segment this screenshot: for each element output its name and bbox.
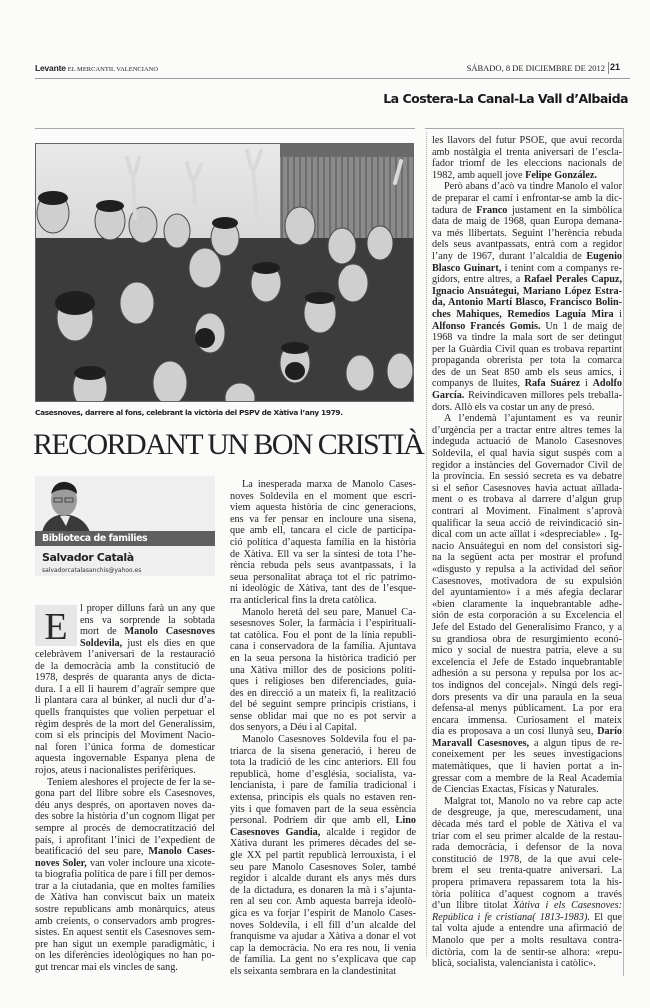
text-line: Soldevila, just els dies en que [80, 637, 215, 649]
group-photo [35, 143, 414, 402]
text-line: ens va sorprende la sobtada [80, 614, 215, 626]
text-line: dical com un acte aïllat i «despreciable» . Ig- [432, 529, 622, 541]
logo-subtitle: EL MERCANTIL VALENCIANO [67, 66, 159, 73]
text-line: Jefe del Estado del Generalísimo Franco, y a [432, 621, 622, 633]
text-line: mico y social de nuestra patria, eleve a su [432, 645, 622, 657]
newspaper-logo [35, 63, 158, 73]
text-line: rojos, ateus i nacionalistes perifèriques. [35, 764, 196, 776]
text-line: seu pare Manolo Casesnoves Soler, també [230, 861, 416, 873]
text-line: cana i conservadora de la família. Ajuntava [230, 641, 416, 653]
text-line: on les diferències ideològiques no han po- [35, 950, 215, 962]
text-line: trar a la ciutadania, que en moltes famílies [35, 880, 215, 892]
text-line: des de un Seat 850 amb els seus amics, i [432, 366, 622, 378]
text-line: dors. Allò els va costar un any de presó. [432, 401, 595, 413]
text-line: sesesnoves Soler, la farmàcia i l’espirituali- [230, 618, 416, 630]
author-portrait [40, 478, 92, 532]
text-line: Casesnoves, motivadora de su expulsión [432, 575, 622, 587]
text-line: na la següent acta per mostrar el profund [432, 552, 622, 564]
text-line: blicà, socialista, valencianista i catòlic». [432, 958, 596, 970]
right-column-border [623, 128, 624, 976]
text-line: tal volta ajude a entendre una afirmació de [432, 923, 622, 935]
text-line: 1982, amb aquell jove Felipe González. [432, 169, 597, 181]
text-line: d’urgència per a tractar entre altres temes la [432, 424, 622, 436]
text-line: viem aquesta història de cinc generacions, [230, 502, 416, 514]
text-line: dictòria, com la de sentir-se alhora: «repu- [432, 946, 622, 958]
text-line: l’any de 1967, durant l’alcaldia de Eugenio [432, 250, 622, 262]
text-line: règim després de la mort del Generalíssim, [35, 718, 215, 730]
text-line: dels seus avantpassats, entrà com a regidor [432, 239, 622, 251]
text-line: cap la democràcia. No era res nou, li venia [230, 942, 416, 954]
column-name: Biblioteca de families [42, 533, 148, 544]
text-line: brem el seu trenta-quatre aniversari. La [432, 865, 622, 877]
text-line: ta biografia política de pare i fill per demos- [35, 869, 215, 881]
text-line: des sobre la història d’un cognom lligat per [35, 811, 215, 823]
photo-caption: Casesnoves, darrere al fons, celebrant la victòria del PSPV de Xàtiva l’any 1979. [35, 408, 343, 417]
text-line: ment o es trobava al darrere d’algun grup [432, 494, 622, 506]
right-column-rule [425, 128, 623, 129]
text-line: excelencia el Jefe de Estado inquebrantable [432, 656, 622, 668]
text-line: país, i aprofitant l’inici de l’expedient de [35, 834, 215, 846]
text-line: sempre al procés de democratització del [35, 822, 215, 834]
section-title: La Costera-La Canal-La Vall d’Albaida [383, 91, 628, 106]
text-line: fador triomf de les eleccions nacionals de [432, 158, 622, 170]
text-line: una Xàtiva millor des de posicions políti- [230, 664, 416, 676]
text-line: regidor i alcalde durant els anys més durs [230, 873, 416, 885]
page-number: 21 [609, 62, 620, 72]
text-line: personal. Podríem dir que amb ell, Lino [230, 815, 416, 827]
text-line: l proper dilluns farà un any que [80, 603, 215, 614]
text-line: de preparar el camí i enfrontar-se amb la dic- [432, 192, 622, 204]
text-line: per la Guàrdia Civil quan es trobava repartint [432, 343, 622, 355]
text-line: Ignacio Ansuátegui, Mariano López Estra- [432, 285, 622, 297]
text-line: tat catòlica. Fou el pont de la línia republi- [230, 629, 416, 641]
text-line: franquisme va ajudar a Xàtiva a donar el vot [230, 931, 416, 943]
text-line: gidors, entre altres, a Rafael Perales Capuz, [432, 274, 622, 286]
text-line: rra anticlerical fins la dreta catòlica. [230, 594, 377, 606]
text-line: Però abans d’acò va tindre Manolo el valor [444, 181, 622, 193]
text-line: li plantara cara al búnker, al nucli dur d’a- [35, 695, 215, 707]
text-line: ció política d’aquesta família en la història [230, 536, 416, 548]
text-line: de la democràcia amb la constitució de [35, 660, 215, 672]
text-line: que amb ell, tancara el cicle de participa- [230, 525, 416, 537]
text-line: déu anys després, on aportaven noves da- [35, 799, 215, 811]
text-line: Alfonso Francés Gomis. Un 1 de maig de [432, 320, 622, 332]
text-line: dors presents va dir una paraula en la seua [432, 691, 622, 703]
article-column-middle [230, 479, 416, 978]
text-line: de Xàtiva. Ell va ser la síntesi de tota l’he- [230, 548, 416, 560]
text-line: Teniem aleshores el projecte de fer la se- [47, 776, 215, 788]
text-line: pre han sigut un exemple paradigmàtic, i [35, 938, 215, 950]
text-line: amb nostàlgia el trenta aniversari de l’escla- [432, 146, 622, 158]
text-line: 1968 va tindre la mala sort de ser detingut [432, 332, 622, 344]
text-line: constitució de 1978, de la que avui cele- [432, 853, 622, 865]
text-line: sistes. En aquest sentit els Casesnoves sem- [35, 927, 215, 939]
text-line: republicà, home d’església, socialista, va- [230, 768, 416, 780]
text-line: encara immensa. Curiosament el mateix [432, 714, 622, 726]
text-line: la província. En sessió secreta es va debatre [432, 471, 622, 483]
text-line: adhesión a su persona y repulsa por los ac- [432, 668, 622, 680]
text-line: lencianista, i pare de família tradicional i [230, 780, 416, 792]
text-line: de família. La gent no s’explicava que cap [230, 954, 416, 966]
text-line: sión de esta corporación a su Excelencia el [432, 610, 622, 622]
text-line: nal foren l’única forma de domesticar [35, 741, 215, 753]
drop-cap: E [35, 605, 77, 646]
text-line: ren al seu cor. Amb aquesta barreja ideolò- [230, 896, 416, 908]
text-line: matemàtiques, que li havien portat a in- [432, 761, 622, 773]
article-column-right [432, 135, 622, 970]
text-line: quells franquistes que volien perpetuar el [35, 706, 215, 718]
text-line: si el señor Casesnoves havia actuat aïllada- [432, 482, 622, 494]
text-line: companys de lluites, Rafa Suárez i Adolfo [432, 378, 622, 390]
text-line: gressar com a membre de la Real Academia [432, 772, 622, 784]
text-line: gica es va forjar l’espirit de Manolo Cases- [230, 907, 416, 919]
text-line: seua personalitat abraça tot el ric patrimo- [230, 571, 416, 583]
text-line: ens va fer pensar en incloure una sisena, [230, 513, 416, 525]
text-line: gona part del llibre sobre els Casesnoves, [35, 788, 215, 800]
text-line: aquesta ingovernable Espanya plena de [35, 753, 215, 765]
text-line: coneixement per les seues investigacions [432, 749, 622, 761]
text-line: Casesnoves Gandia, alcalde i regidor de [230, 826, 416, 838]
text-line: des en direcció a un mateix fi, la realització [230, 687, 416, 699]
article-column-left-intro [80, 603, 215, 649]
text-line: defensa-al menys públicament. La por era [432, 703, 622, 715]
text-line: «disgusto y repulsa a la actividad del señor [432, 563, 622, 575]
text-line: Blasco Guinart, i tenint com a companys re- [432, 262, 622, 274]
text-line: su grandiosa obra de resurgimiento econó- [432, 633, 622, 645]
text-line: els seixanta sembrara en la clandestinitat [230, 965, 397, 977]
author-name: Salvador Català [42, 551, 134, 564]
author-email[interactable]: salvadorcatalasanchis@yahoo.es [42, 567, 142, 574]
group-photo-image [35, 143, 414, 402]
text-line: sense oblidar mai que no es pot servir a [230, 710, 416, 722]
text-line: noves Soler, van voler incloure una xicote- [35, 857, 215, 869]
text-line: les llavors del futur PSOE, que avui recorda [432, 135, 622, 146]
text-line: sostre republicans amb monàrquics, ateus [35, 904, 215, 916]
text-line: Xàtiva durant les primeres dècades del se- [230, 838, 416, 850]
text-line: triar com el seu primer alcalde de la restau- [432, 830, 622, 842]
masthead-divider [608, 62, 609, 74]
text-line: ni ideològic de Xàtiva, tant des de l’esque- [230, 583, 416, 595]
text-line: en la seua persona la històrica tradició per [230, 652, 416, 664]
text-line: da, Antonio Martí Blasco, Francisco Bolin- [432, 297, 622, 309]
text-line: triarca de la sisena generació, i hereu de [230, 745, 416, 757]
text-line: rada democràcia, i defensor de la nova [432, 842, 622, 854]
text-line: amb creients, o conservadors amb progres- [35, 915, 215, 927]
text-line: regidor a instàncies del Governador Civil de [432, 459, 622, 471]
text-line: tota la tradició de les cinc anteriors. Ell fou [230, 757, 416, 769]
text-line: tos indignos del concejal». Ningú dels regi- [432, 679, 622, 691]
text-line: com si els principis del Moviment Nacio- [35, 730, 215, 742]
text-line: La inesperada marxa de Manolo Cases- [242, 479, 416, 490]
text-line: A l’endemà l’ajuntament es va reunir [444, 413, 622, 425]
text-line: indeguda actuació de Manolo Casesnoves [432, 436, 622, 448]
text-line: rència rebuda pels seus avantpassats, i la [230, 560, 416, 572]
text-line: beatificació del seu pare, Manolo Cases- [35, 846, 215, 858]
text-line: ches Mahiques, Remedios Laguía Mira i [432, 308, 622, 320]
text-line: d’un llibre titolat Xàtiva i els Casesnoves: [432, 900, 622, 912]
text-line: celebràvem l’aniversari de la restauració [35, 649, 215, 660]
article-column-left [35, 649, 215, 974]
text-line: tadura de Franco justament en la simbòlica [432, 204, 622, 216]
text-line: 1978, després de quaranta anys de dicta- [35, 672, 215, 684]
text-line: propaganda obrerista per tota la comarca [432, 355, 622, 367]
text-line: nacio Ansuátegui en nom del consistori sig- [432, 540, 622, 552]
text-line: contrari al Moviment. Finalment s’aprovà [432, 506, 622, 517]
text-line: dos senyors, a Déu i al Capital. [230, 722, 357, 734]
logo-name: Levante [35, 63, 66, 73]
text-line: extensa, principis els quals no estaven ren- [230, 792, 416, 804]
text-line: de Xàtiva han conviscut baix un mateix [35, 892, 215, 904]
text-line: República i fe cristiana( 1813-1983). El que [432, 911, 623, 923]
issue-date: SÁBADO, 8 DE DICIEMBRE DE 2012 [466, 63, 605, 73]
text-line: noves Soldevila, i ell fill d’un alcalde del [230, 919, 416, 931]
text-line: de la dictadura, es donaren la mà i s’ajunta- [230, 884, 416, 896]
text-line: data de maig de 1968, quan Europa demana- [432, 216, 622, 228]
author-portrait-image [40, 478, 92, 532]
text-line: «bien claramente la inquebrantable adhe- [432, 598, 622, 610]
section-rule [35, 128, 415, 129]
text-line: yits i que fomaven part de la seua essència [230, 803, 416, 815]
masthead-rule [35, 78, 630, 79]
text-line: mort de Manolo Casesnoves [80, 626, 215, 638]
text-line: Maravall Casesnoves, a algun tipus de re- [432, 737, 623, 749]
column-divider [426, 132, 427, 957]
text-line: de Ciencias Exactas, Físicas y Naturales. [432, 784, 599, 796]
text-line: ques i religioses ben diferenciades, guia- [230, 676, 416, 688]
text-line: Manolo heretà del seu pare, Manuel Ca- [242, 606, 416, 618]
text-line: Malgrat tot, Manolo no va rebre cap acte [444, 795, 622, 807]
text-line: del bé seguint sempre principis cristians, i [230, 699, 416, 711]
text-line: del ayuntamiento» i a més afegia declarar [432, 587, 622, 599]
text-line: García. Reivindicaven millores pels treballa- [432, 390, 622, 402]
text-line: Manolo que per a molts resultava contra- [432, 934, 622, 946]
text-line: de desgreuge, ja que, merescudament, una [432, 807, 622, 819]
text-line: dia es proposava a un cosí llunyà seu, Darío [432, 726, 622, 738]
text-line: qualificar la seua acció de reivindicació sin- [432, 517, 622, 529]
article-headline: RECORDANT UN BON CRISTIÀ [33, 428, 424, 461]
text-line: Manolo Casesnoves Soldevila fou el pa- [242, 734, 416, 746]
text-line: propera primavera repassarem tota la his- [432, 877, 622, 888]
text-line: va més llibertats. Seguint l’herència rebuda [432, 227, 622, 239]
text-line: tòria política d’aquest cognom a través [432, 888, 622, 900]
text-line: dura. I a ell li haurem d’agraïr sempre que [35, 683, 215, 695]
text-line: dècada més tard el poble de Xàtiva el va [432, 819, 622, 831]
text-line: gut trencar mai els vincles de sang. [35, 962, 178, 974]
text-line: Soldevila, el qual havia sigut suspés com a [432, 448, 622, 460]
text-line: noves Soldevila en el moment que escri- [230, 490, 416, 502]
text-line: gle XX pel partit republicà lerrouxista, i el [230, 850, 416, 861]
